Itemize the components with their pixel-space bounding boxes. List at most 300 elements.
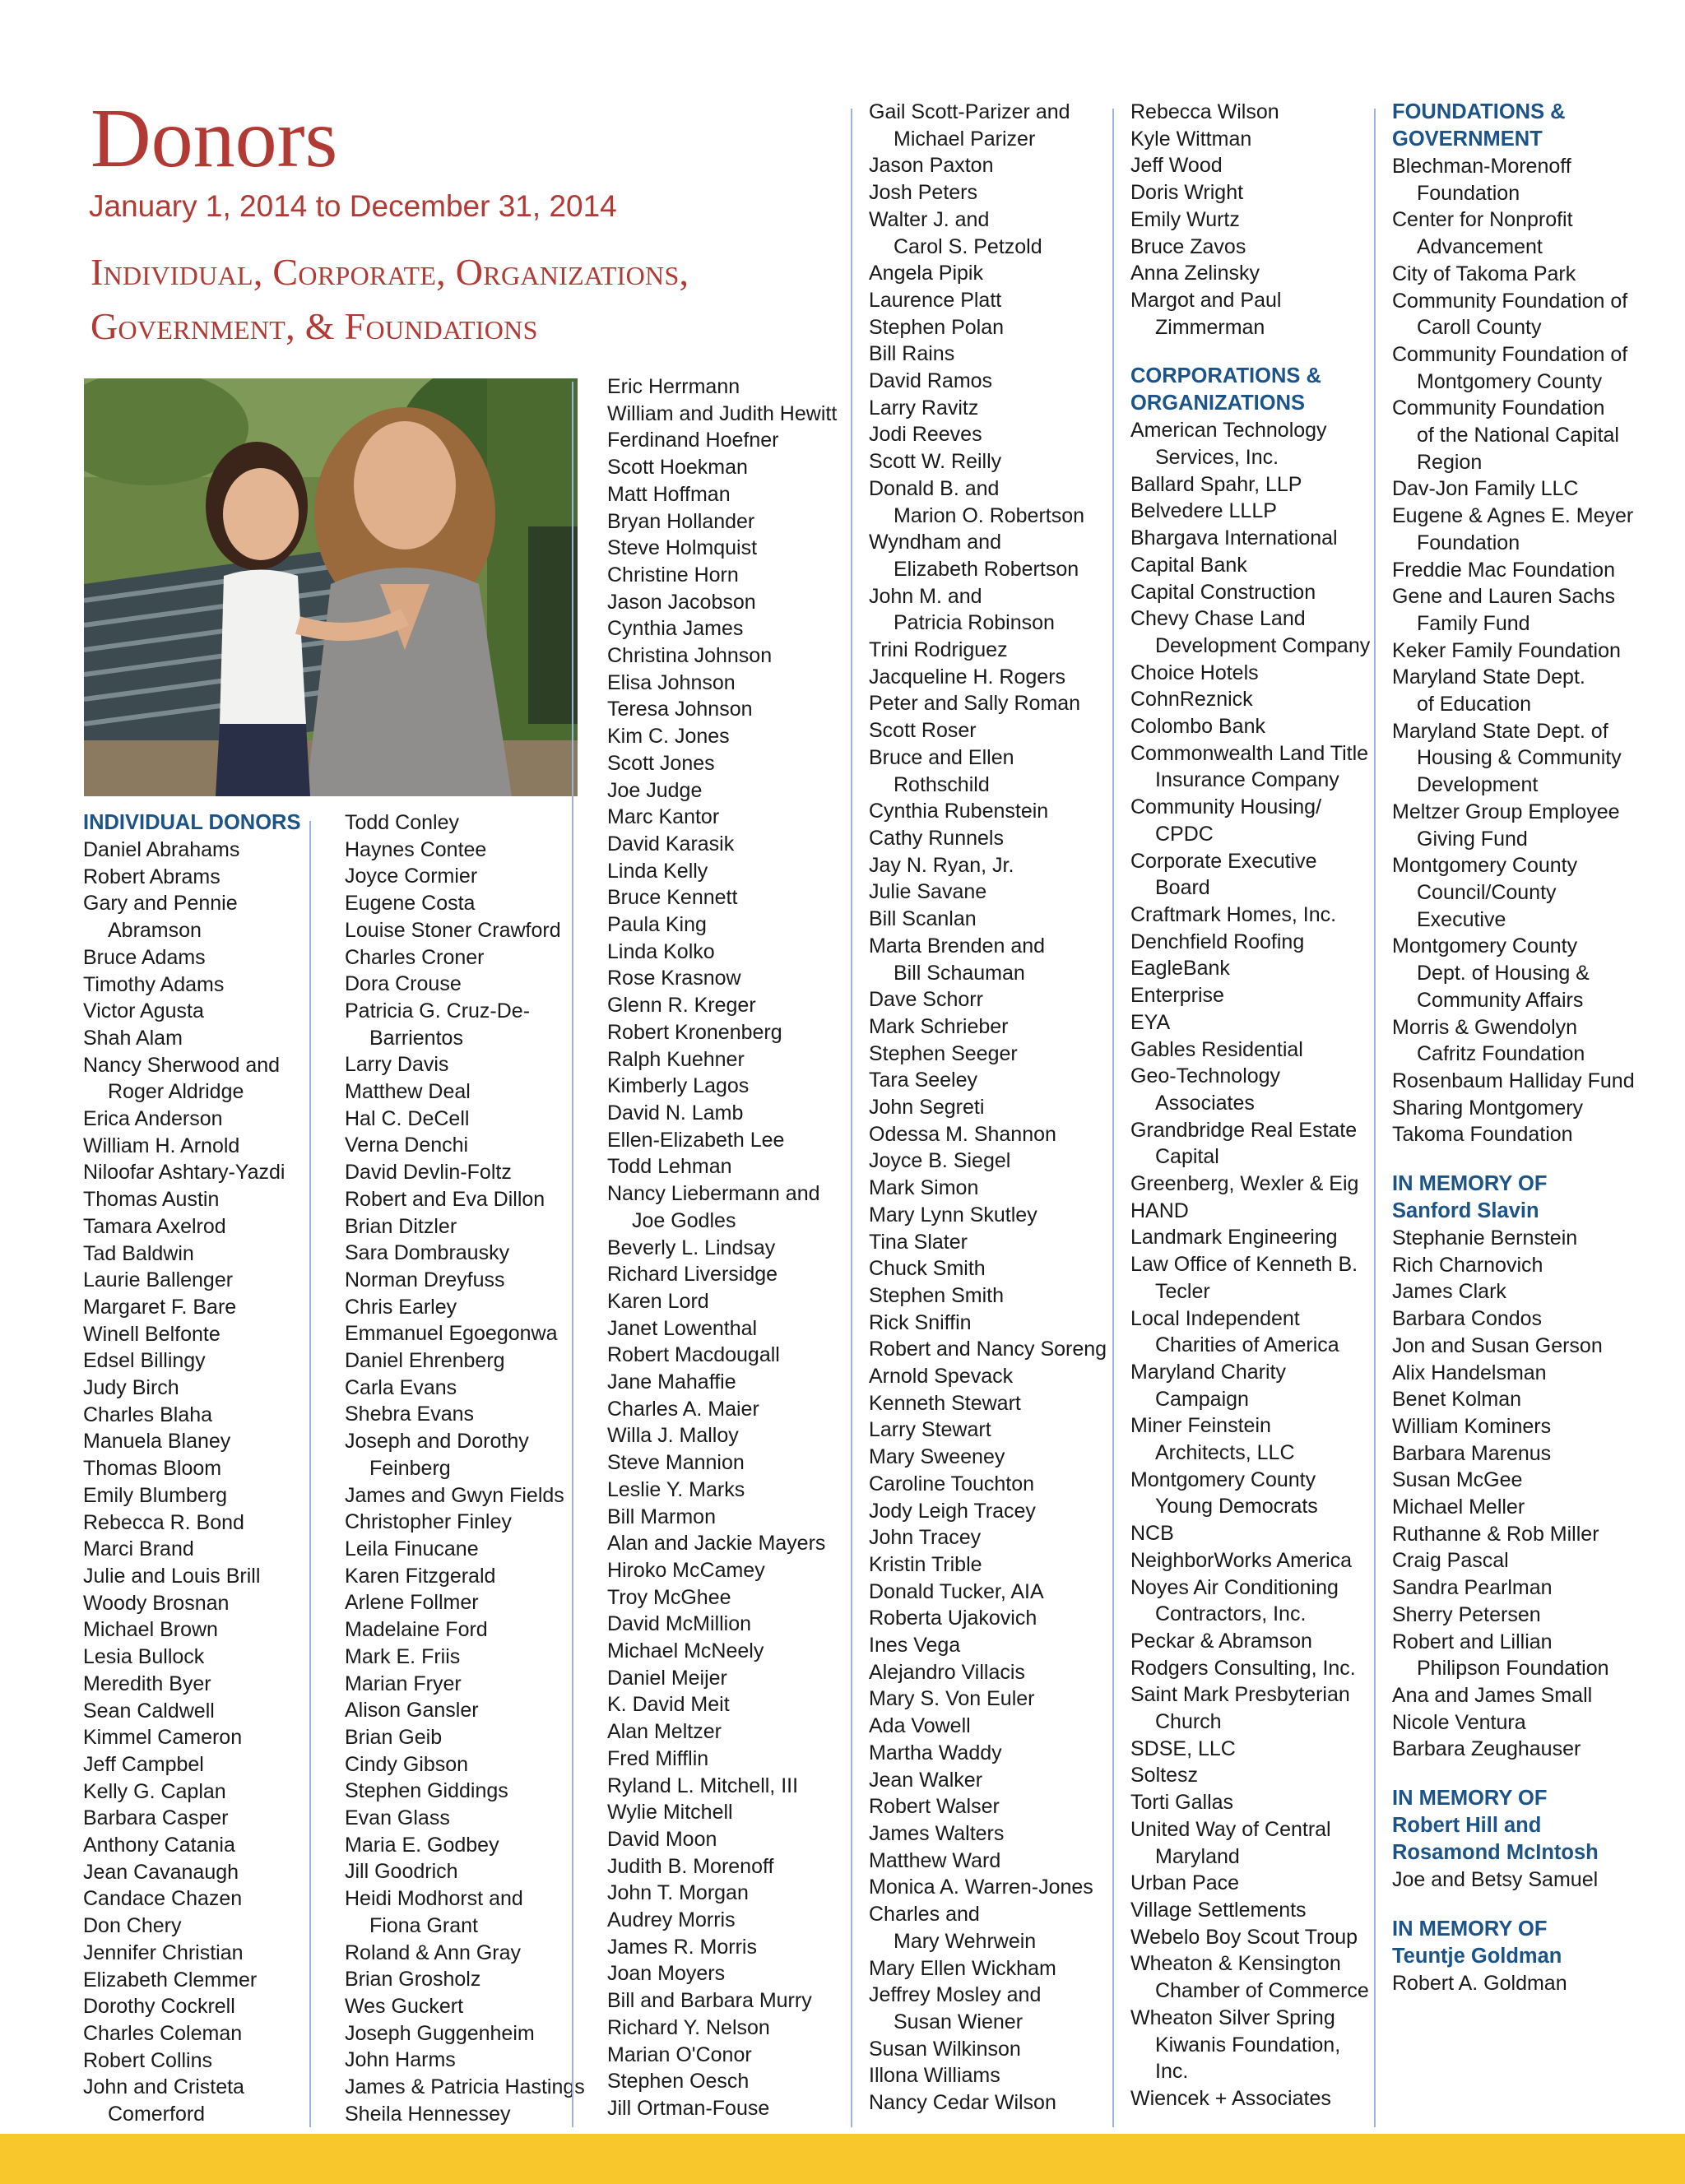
donor-entry	[1392, 718, 1647, 772]
donor-name-continued: Montgomery County	[1417, 369, 1603, 393]
donor-entry	[1130, 686, 1386, 713]
donor-name: Mary Lynn Skutley	[869, 1203, 1037, 1226]
donor-name: Margot and Paul	[1130, 288, 1282, 312]
donor-column-2	[345, 809, 600, 2127]
donor-name: Joyce B. Siegel	[869, 1149, 1011, 1173]
donor-name: Morris & Gwendolyn	[1392, 1015, 1578, 1039]
donor-entry	[345, 1858, 600, 1885]
donor-name-continued: Marion O. Robertson	[894, 503, 1085, 527]
donor-name: Mark E. Friis	[345, 1644, 461, 1668]
section-heading: IN MEMORY OF	[1392, 1787, 1548, 1811]
donor-entry	[869, 1579, 1124, 1606]
donor-entry	[1130, 206, 1386, 234]
donor-entry	[83, 1482, 338, 1509]
donor-name: Donald B. and	[869, 476, 1000, 500]
donor-entry	[345, 1671, 600, 1698]
donor-entry	[607, 1799, 862, 1826]
donor-entry	[869, 1820, 1124, 1848]
column-divider	[309, 821, 311, 2127]
donor-entry	[1392, 395, 1647, 448]
donor-column-1	[83, 809, 338, 2128]
donor-entry	[869, 664, 1124, 691]
donor-name: Bruce and Ellen	[869, 745, 1014, 769]
category-heading-line-2: Government, & Foundations	[91, 305, 538, 347]
donor-name: Montgomery County	[1392, 854, 1578, 878]
donor-name-continued: Development	[1417, 773, 1539, 797]
donor-name-continued: Roger Aldridge	[108, 1080, 244, 1104]
donor-entry	[869, 1874, 1124, 1901]
donor-entry	[607, 1557, 862, 1584]
donor-entry	[869, 798, 1124, 825]
donor-entry	[83, 1913, 338, 1940]
donor-name: Kyle Wittman	[1130, 127, 1252, 151]
donor-entry	[607, 1073, 862, 1100]
donor-name: John and Cristeta	[83, 2075, 244, 2099]
donor-name: Alejandro Villacis	[869, 1660, 1025, 1684]
donor-name: Robert Macdougall	[607, 1343, 780, 1367]
donor-entry	[869, 1041, 1124, 1068]
donor-name: Rebecca Wilson	[1130, 100, 1279, 123]
donor-name: Stephen Seeger	[869, 1041, 1018, 1065]
donor-name: Daniel Meijer	[607, 1666, 727, 1690]
donor-entry	[869, 1982, 1124, 2035]
donor-name: Tad Baldwin	[83, 1241, 194, 1265]
donor-entry	[869, 395, 1124, 422]
donor-entry	[869, 1713, 1124, 1740]
donor-entry	[1392, 1121, 1647, 1148]
donor-name: Jane Mahaffie	[607, 1370, 736, 1394]
donor-entry	[1392, 206, 1647, 260]
donor-entry	[1130, 1036, 1386, 1064]
section-spacer	[1130, 341, 1386, 363]
donor-name: Thomas Austin	[83, 1188, 220, 1212]
donor-name: Dora Crouse	[345, 972, 462, 996]
donor-entry	[607, 454, 862, 481]
donor-name: Joseph and Dorothy	[345, 1430, 529, 1454]
donor-entry	[1130, 1950, 1386, 2004]
donor-entry	[1392, 664, 1647, 717]
donor-entry	[345, 1589, 600, 1616]
donor-name: Jason Paxton	[869, 154, 994, 178]
donor-entry	[869, 1498, 1124, 1525]
donor-name-continued: Kiwanis Foundation,	[1155, 2033, 1341, 2056]
donor-entry	[1130, 498, 1386, 525]
donor-entry	[83, 971, 338, 999]
donor-name: Norman Dreyfuss	[345, 1268, 505, 1291]
donor-name: Maryland Charity	[1130, 1360, 1286, 1384]
donor-entry	[345, 1159, 600, 1186]
donor-entry	[1392, 1521, 1647, 1548]
donor-name: Brian Grosholz	[345, 1968, 481, 1992]
donor-entry	[83, 1455, 338, 1482]
donor-name: Marci Brand	[83, 1537, 194, 1561]
donor-entry	[607, 1315, 862, 1342]
donor-entry	[83, 1052, 338, 1106]
donor-entry	[869, 852, 1124, 879]
donor-entry	[1130, 848, 1386, 902]
column-divider	[1112, 109, 1114, 2127]
donor-name: Barbara Zeughauser	[1392, 1737, 1581, 1761]
donor-name-continued: Rothschild	[894, 772, 990, 796]
donor-entry	[345, 2047, 600, 2074]
donor-name: Louise Stoner Crawford	[345, 918, 561, 942]
donor-name: Larry Ravitz	[869, 396, 979, 420]
donor-name: Robert A. Goldman	[1392, 1971, 1567, 1995]
donor-entry	[1392, 1467, 1647, 1494]
donor-name: Alan Meltzer	[607, 1720, 722, 1744]
donor-entry	[607, 1907, 862, 1934]
donor-name-continued: Council/County	[1417, 880, 1557, 904]
donor-name: David Karasik	[607, 832, 735, 856]
donor-name-continued: Foundation	[1417, 531, 1520, 554]
donor-entry	[869, 986, 1124, 1013]
donor-name: Urban Pace	[1130, 1871, 1240, 1895]
donor-entry	[607, 401, 862, 428]
donor-entry	[83, 1751, 338, 1778]
donor-name: Eric Herrmann	[607, 375, 740, 398]
donor-name: Shah Alam	[83, 1026, 183, 1050]
donor-entry	[1130, 1870, 1386, 1897]
donor-name: Glenn R. Kreger	[607, 994, 756, 1018]
donor-entry	[1392, 1629, 1647, 1682]
donor-entry	[345, 1993, 600, 2020]
donor-entry	[1130, 1789, 1386, 1816]
donor-name: Torti Gallas	[1130, 1791, 1234, 1815]
donor-entry	[869, 1013, 1124, 1041]
donor-name: Haynes Contee	[345, 837, 487, 861]
donor-entry	[607, 1342, 862, 1369]
donor-entry	[1130, 1681, 1386, 1735]
donor-name-continued: Community Affairs	[1417, 988, 1584, 1012]
donor-entry	[83, 1644, 338, 1671]
donor-entry	[869, 260, 1124, 287]
donor-name: Shebra Evans	[345, 1403, 475, 1426]
donor-name-continued: Susan Wiener	[894, 2010, 1024, 2033]
donor-entry	[607, 1153, 862, 1180]
donor-name: David N. Lamb	[607, 1101, 744, 1124]
donor-name: Michael McNeely	[607, 1639, 764, 1663]
donor-entry	[1130, 552, 1386, 579]
donor-entry	[869, 1471, 1124, 1498]
donor-name: Jodi Reeves	[869, 423, 982, 447]
donor-name: Marta Brenden and	[869, 934, 1046, 958]
donor-entry	[1130, 955, 1386, 982]
donor-name: Margaret F. Bare	[83, 1295, 237, 1319]
donor-name: EYA	[1130, 1010, 1171, 1034]
donor-name-continued: Services, Inc.	[1155, 446, 1279, 470]
donor-entry	[607, 1396, 862, 1423]
donor-entry	[1130, 525, 1386, 552]
donor-entry	[869, 1417, 1124, 1444]
donor-name: Robert Abrams	[83, 865, 220, 888]
donor-name: United Way of Central	[1130, 1817, 1331, 1841]
donor-entry	[869, 1793, 1124, 1820]
donor-name: Caroline Touchton	[869, 1472, 1035, 1495]
donor-entry	[1392, 1068, 1647, 1095]
donor-name: Walter J. and	[869, 207, 990, 231]
donor-name: David McMillion	[607, 1612, 752, 1636]
donor-name: Peter and Sally Roman	[869, 692, 1081, 716]
donor-name: Emily Wurtz	[1130, 207, 1240, 231]
donor-name-continued: Patricia Robinson	[894, 611, 1055, 635]
donor-entry	[1130, 1251, 1386, 1305]
donor-name: Niloofar Ashtary-Yazdi	[83, 1161, 285, 1185]
donor-entry	[83, 944, 338, 971]
donor-name: Candace Chazen	[83, 1887, 243, 1911]
donor-name: John Segreti	[869, 1096, 985, 1120]
donor-name: Jody Leigh Tracey	[869, 1499, 1036, 1523]
donor-entry	[345, 2101, 600, 2128]
donor-entry	[345, 1401, 600, 1428]
donor-name: Bruce Adams	[83, 945, 206, 969]
donor-entry	[1392, 987, 1647, 1014]
donor-entry	[83, 1885, 338, 1913]
donor-column-5	[1130, 99, 1386, 2112]
donor-entry	[607, 508, 862, 536]
donor-name: Manuela Blaney	[83, 1430, 231, 1454]
donor-entry	[607, 1773, 862, 1800]
donor-entry	[607, 1826, 862, 1853]
donor-entry	[83, 1724, 338, 1751]
donor-name: Benet Kolman	[1392, 1388, 1522, 1412]
donor-name: Montgomery County	[1130, 1468, 1316, 1491]
donor-entry	[83, 1993, 338, 2020]
donor-column-6	[1392, 99, 1647, 1996]
donor-name: Charles Croner	[345, 945, 485, 969]
donor-name: Victor Agusta	[83, 999, 204, 1023]
donor-entry	[345, 890, 600, 917]
donor-entry	[607, 1449, 862, 1477]
section-heading: ORGANIZATIONS	[1130, 392, 1306, 415]
donor-entry	[1392, 341, 1647, 395]
donor-entry	[83, 2047, 338, 2075]
section-spacer	[1392, 1894, 1647, 1916]
donor-name: Elizabeth Clemmer	[83, 1968, 258, 1992]
donor-name: Kimberly Lagos	[607, 1074, 750, 1098]
donor-name: David Ramos	[869, 369, 993, 393]
donor-name: Barbara Casper	[83, 1806, 229, 1830]
donor-entry	[1130, 1924, 1386, 1951]
donor-name: Leslie Y. Marks	[607, 1477, 745, 1501]
date-range: January 1, 2014 to December 31, 2014	[89, 189, 617, 223]
donor-entry	[345, 2020, 600, 2047]
donor-entry	[83, 1698, 338, 1725]
donor-entry	[869, 1444, 1124, 1471]
donor-name: Joe Judge	[607, 778, 703, 802]
section-heading: Robert Hill and	[1392, 1814, 1542, 1838]
donor-name: Tamara Axelrod	[83, 1214, 226, 1238]
donor-entry	[1130, 1224, 1386, 1251]
donor-entry	[1392, 153, 1647, 206]
donor-entry	[1130, 1359, 1386, 1412]
donor-entry	[1392, 1305, 1647, 1333]
donor-entry	[1130, 2058, 1386, 2085]
donor-name: Scott Jones	[607, 751, 715, 775]
donor-entry	[83, 2074, 338, 2127]
donor-entry	[345, 863, 600, 890]
donor-entry	[607, 1019, 862, 1046]
section-heading: IN MEMORY OF	[1392, 1917, 1548, 1941]
donor-name: Saint Mark Presbyterian	[1130, 1683, 1350, 1707]
donor-name: HAND	[1130, 1199, 1189, 1222]
donor-name: Cindy Gibson	[345, 1752, 469, 1776]
donor-entry	[869, 475, 1124, 529]
donor-name-continued: Advancement	[1417, 235, 1543, 259]
donor-name: Larry Stewart	[869, 1418, 991, 1442]
donor-name: Dave Schorr	[869, 988, 983, 1012]
donor-column-3	[607, 373, 862, 2122]
donor-name: Arlene Follmer	[345, 1591, 479, 1615]
donor-name: Wiencek + Associates	[1130, 2086, 1331, 2110]
donor-entry	[869, 1067, 1124, 1094]
donor-name-continued: Contractors, Inc.	[1155, 1602, 1307, 1626]
donor-entry	[1130, 1655, 1386, 1682]
donor-name: Martha Waddy	[869, 1741, 1002, 1764]
donor-entry	[1392, 1440, 1647, 1468]
donor-name: John Tracey	[869, 1526, 982, 1550]
donor-entry	[345, 1428, 600, 1482]
donor-entry	[869, 2036, 1124, 2063]
donor-entry	[345, 971, 600, 998]
donor-name: Susan Wilkinson	[869, 2037, 1021, 2061]
donor-entry	[1130, 1198, 1386, 1225]
donor-entry	[1392, 772, 1647, 799]
donor-entry	[83, 864, 338, 891]
donor-entry	[345, 1805, 600, 1832]
donor-name-continued: Development Company	[1155, 633, 1371, 657]
donor-name: James Walters	[869, 1822, 1005, 1845]
donor-entry	[607, 562, 862, 589]
donor-name-continued: of the National Capital	[1417, 424, 1619, 447]
section-heading: Sanford Slavin	[1392, 1199, 1539, 1223]
donor-name: Mary S. Von Euler	[869, 1687, 1035, 1711]
donor-entry	[1392, 261, 1647, 288]
donor-entry	[869, 1363, 1124, 1390]
donor-entry	[607, 2068, 862, 2095]
donor-entry	[869, 1094, 1124, 1121]
donor-name: Arnold Spevack	[869, 1365, 1014, 1389]
donor-name: Edsel Billingy	[83, 1349, 206, 1373]
donor-entry	[869, 529, 1124, 582]
donor-entry	[345, 1320, 600, 1347]
donor-name: Scott Roser	[869, 719, 977, 743]
donor-name: Mark Schrieber	[869, 1014, 1009, 1038]
donor-entry	[83, 1375, 338, 1402]
donor-entry	[869, 179, 1124, 206]
donor-name: Kenneth Stewart	[869, 1391, 1021, 1415]
donor-name: Community Foundation	[1392, 396, 1605, 420]
donor-name: Sean Caldwell	[83, 1699, 215, 1723]
donor-name: Hiroko McCamey	[607, 1558, 765, 1582]
donor-entry	[607, 373, 862, 401]
donor-name: Gene and Lauren Sachs	[1392, 585, 1616, 609]
donor-name: Sherry Petersen	[1392, 1602, 1541, 1626]
donor-name: Alan and Jackie Mayers	[607, 1532, 826, 1556]
donor-name: Eugene & Agnes E. Meyer	[1392, 504, 1634, 528]
section-spacer	[1392, 1763, 1647, 1785]
donor-name: Robert Collins	[83, 2048, 213, 2072]
donor-name: Evan Glass	[345, 1806, 450, 1830]
donor-name: Alison Gansler	[345, 1699, 479, 1723]
donor-entry	[83, 1347, 338, 1375]
donor-name: Stephen Oesch	[607, 2070, 750, 2094]
donor-name: James R. Morris	[607, 1935, 757, 1959]
donor-entry	[1130, 2005, 1386, 2058]
donor-entry	[345, 1294, 600, 1321]
donor-name: Patricia G. Cruz-De-	[345, 999, 531, 1022]
donor-name: Jennifer Christian	[83, 1941, 244, 1964]
donor-name-continued: Campaign	[1155, 1387, 1249, 1411]
donor-name: Rodgers Consulting, Inc.	[1130, 1656, 1356, 1680]
donor-entry	[869, 99, 1124, 152]
donor-entry	[607, 1100, 862, 1127]
donor-name: David Devlin-Foltz	[345, 1161, 512, 1185]
donor-entry	[1130, 1305, 1386, 1359]
donor-name: Willa J. Malloy	[607, 1424, 739, 1448]
donor-name: Marc Kantor	[607, 805, 720, 829]
donor-name: SDSE, LLC	[1130, 1737, 1236, 1760]
donor-name: Ballard Spahr, LLP	[1130, 472, 1302, 496]
donor-name: Brian Ditzler	[345, 1214, 457, 1238]
donor-name: Keker Family Foundation	[1392, 638, 1621, 662]
donor-entry	[345, 1616, 600, 1644]
donor-name: Verna Denchi	[345, 1134, 469, 1157]
donor-entry	[869, 933, 1124, 986]
donor-entry	[345, 1940, 600, 1967]
donor-entry	[83, 1428, 338, 1455]
donor-name: Corporate Executive	[1130, 849, 1317, 873]
donor-entry	[869, 1255, 1124, 1282]
donor-entry	[83, 998, 338, 1025]
donor-name: Maria E. Godbey	[345, 1833, 499, 1857]
donor-entry	[1392, 1494, 1647, 1521]
donor-entry	[869, 1310, 1124, 1337]
donor-name-continued: Church	[1155, 1710, 1222, 1734]
donor-name-continued: Giving Fund	[1417, 827, 1528, 851]
donor-name: Michael Brown	[83, 1618, 218, 1642]
donor-entry	[83, 1967, 338, 1994]
donor-name: Kim C. Jones	[607, 725, 730, 749]
donor-entry	[607, 1288, 862, 1315]
donor-name-continued: Elizabeth Robertson	[894, 557, 1079, 581]
donor-name: Charles Coleman	[83, 2021, 243, 2045]
donor-entry	[1130, 794, 1386, 847]
section-heading: GOVERNMENT	[1392, 128, 1543, 151]
donor-entry	[869, 1686, 1124, 1713]
donor-name: Sandra Pearlman	[1392, 1576, 1553, 1600]
donor-entry	[607, 884, 862, 911]
donor-entry	[607, 831, 862, 858]
donor-entry	[83, 1267, 338, 1294]
donor-entry	[607, 615, 862, 642]
donor-name-continued: Philipson Foundation	[1417, 1657, 1609, 1681]
donor-name: Ana and James Small	[1392, 1683, 1593, 1707]
donor-name: Susan McGee	[1392, 1468, 1523, 1492]
donor-name: Richard Liversidge	[607, 1263, 778, 1287]
donor-name: Illona Williams	[869, 2064, 1000, 2088]
donor-entry	[869, 1202, 1124, 1229]
donor-name: Local Independent	[1130, 1306, 1300, 1330]
donor-name: Miner Feinstein	[1130, 1414, 1271, 1438]
donor-name: Stephanie Bernstein	[1392, 1226, 1578, 1250]
donor-entry	[1130, 1063, 1386, 1116]
donor-name: Angela Pipik	[869, 262, 983, 285]
donor-name-continued: Chamber of Commerce	[1155, 1979, 1369, 2003]
donor-entry	[607, 992, 862, 1019]
donor-entry	[1130, 740, 1386, 794]
donor-name: Brian Geib	[345, 1725, 443, 1749]
donor-name: Laurie Ballenger	[83, 1268, 234, 1292]
